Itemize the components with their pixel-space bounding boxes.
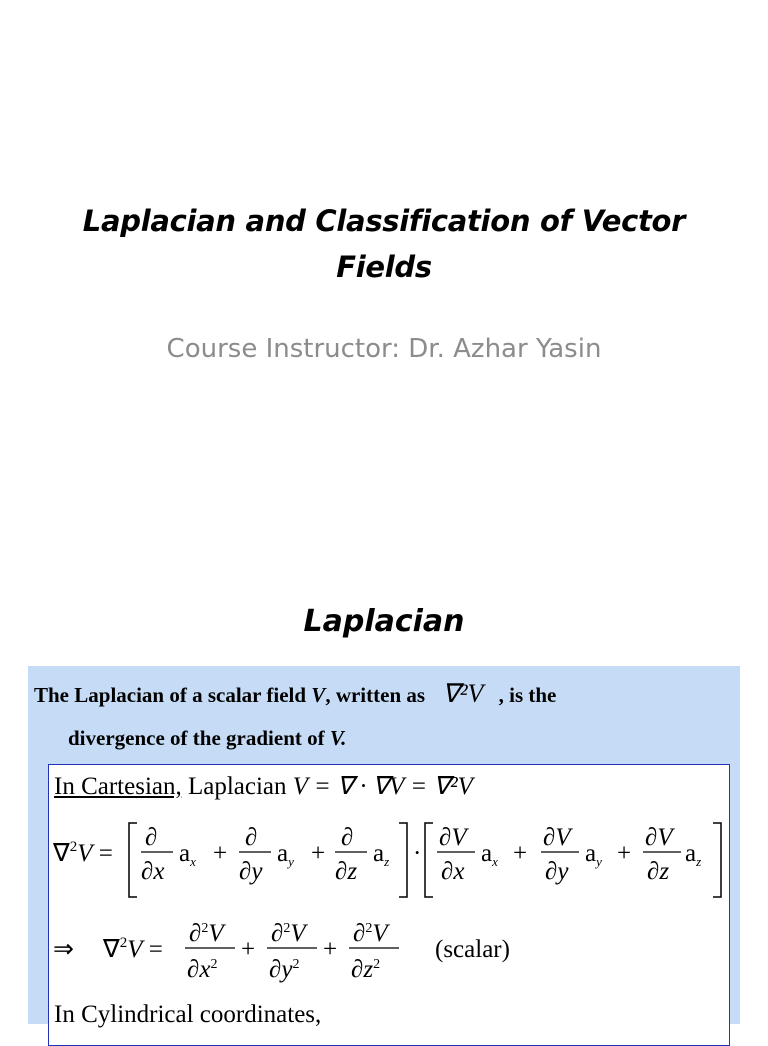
intro-var: V	[311, 683, 326, 707]
intro-part3: , is the	[498, 683, 557, 707]
definition-text	[34, 672, 734, 760]
svg-text:∂2V: ∂$^2$V	[353, 920, 388, 947]
svg-text:∂y: ∂y	[239, 858, 263, 885]
svg-text:+: +	[617, 840, 632, 867]
intro-line2: divergence of the gradient of	[68, 726, 330, 750]
svg-text:∂: ∂	[245, 824, 258, 851]
slide-subtitle: Course Instructor: Dr. Azhar Yasin	[166, 334, 602, 364]
svg-text:∇2V =: ∇$^2$V =	[53, 839, 113, 867]
svg-text:∂V: ∂V	[645, 824, 673, 851]
svg-text:∂y: ∂y	[545, 858, 569, 885]
svg-text:+: +	[513, 840, 528, 867]
svg-text:+: +	[241, 936, 256, 963]
svg-text:∂V: ∂V	[439, 824, 467, 851]
svg-text:ax: $a_x$	[179, 840, 196, 869]
laplacian-equations	[49, 765, 729, 1005]
svg-text:∂y2: $\partial y^2$	[269, 956, 300, 983]
svg-text:∂x: ∂x	[141, 858, 165, 885]
svg-text:∂2V: ∂$^2$V	[271, 920, 306, 947]
svg-text:∂z: ∂z	[647, 858, 670, 885]
svg-text:ax: $a_x$	[481, 840, 498, 869]
intro-line2-var: V.	[329, 726, 347, 750]
svg-text:+: +	[323, 936, 338, 963]
laplacian-symbol: ∇²V	[442, 679, 484, 708]
svg-text:∂x: ∂x	[441, 858, 465, 885]
svg-text:+: +	[213, 840, 228, 867]
slide-title	[60, 198, 708, 290]
scalar-label: (scalar)	[435, 936, 510, 963]
equation-box	[48, 764, 730, 1046]
laplacian-result-equation	[53, 920, 399, 983]
intro-part2: , written as	[325, 683, 426, 707]
svg-text:+: +	[311, 840, 326, 867]
svg-text:az: $a_z$	[373, 840, 390, 869]
cylindrical-label: In Cylindrical coordinates,	[54, 1001, 322, 1028]
svg-text:∂z2: $\partial z^2$	[351, 956, 381, 983]
slide-title-line1: Laplacian and Classification of Vector	[82, 204, 686, 238]
cartesian-label: In Cartesian,	[54, 773, 182, 800]
definition-box	[28, 666, 740, 1028]
slide-title-line2: Fields	[336, 250, 432, 284]
svg-text:ay: $a_y$	[585, 840, 602, 869]
laplacian-heading: Laplacian	[303, 604, 465, 639]
svg-text:∂: ∂	[145, 824, 158, 851]
svg-text:az: $a_z$	[685, 840, 702, 869]
svg-text:∂: ∂	[341, 824, 354, 851]
svg-text:·: ·	[413, 840, 422, 867]
svg-text:⇒: ⇒	[53, 936, 74, 963]
svg-text:∇2V =: ∇$^2$V =	[103, 935, 163, 963]
svg-text:∂2V: ∂$^2$V	[189, 920, 224, 947]
svg-text:∂z: ∂z	[335, 858, 358, 885]
gradient-divergence-equation	[52, 823, 721, 897]
svg-text:∂x2: $\partial x^2$	[187, 956, 218, 983]
intro-part1: The Laplacian of a scalar field	[34, 683, 312, 707]
cartesian-equation: V = ∇ · ∇V = ∇²V	[292, 773, 473, 800]
svg-text:ay: $a_y$	[277, 840, 294, 869]
cartesian-rest: Laplacian	[181, 773, 293, 800]
svg-text:∂V: ∂V	[543, 824, 571, 851]
